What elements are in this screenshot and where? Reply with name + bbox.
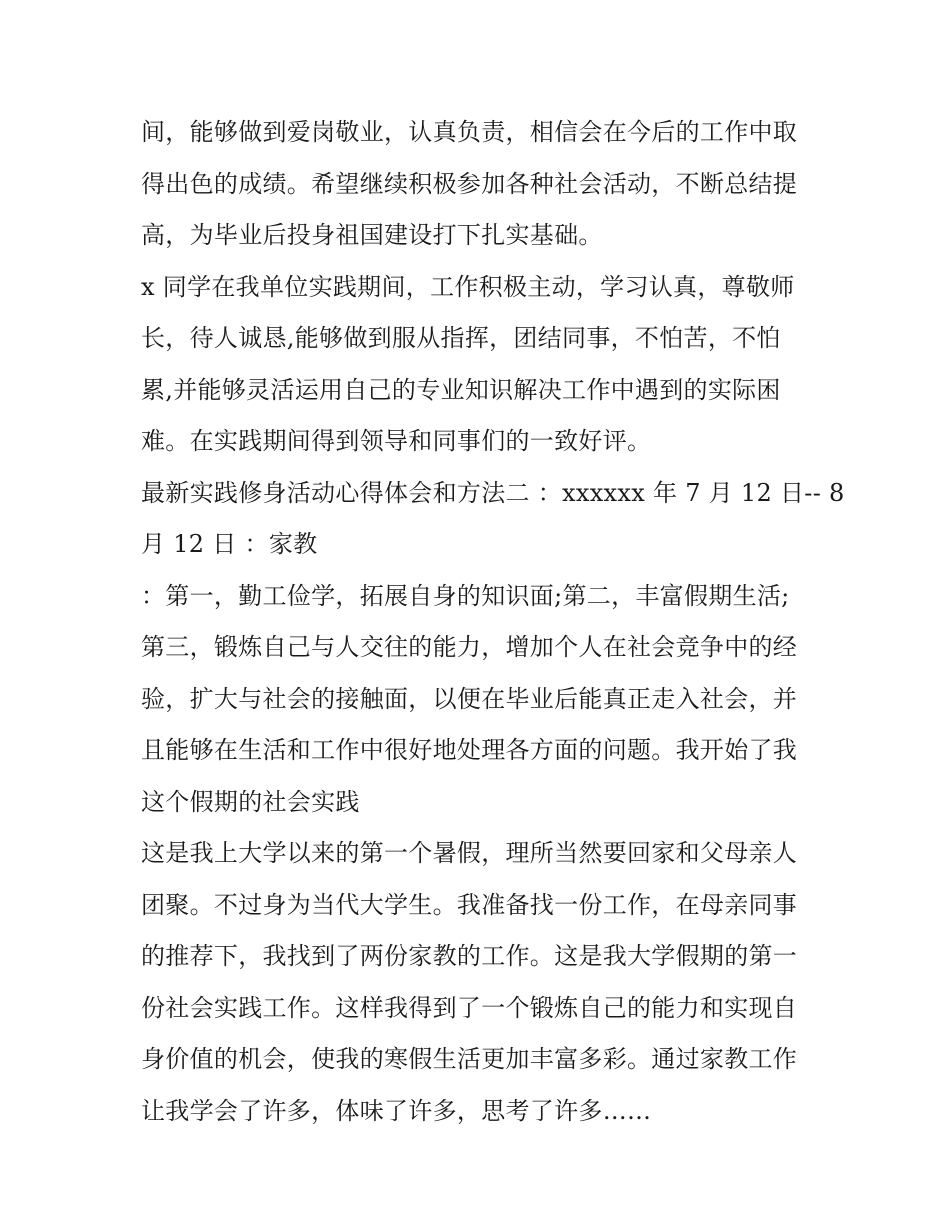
text-line: 的推荐下，我找到了两份家教的工作。这是我大学假期的第一 — [141, 942, 798, 970]
document-page — [141, 107, 845, 1137]
text-line: 这个假期的社会实践 — [141, 787, 360, 816]
text-line: 验，扩大与社会的接触面，以便在毕业后能真正走入社会，并 — [141, 684, 798, 713]
text-line: 得出色的成绩。希望继续积极参加各种社会活动，不断总结提 — [141, 169, 798, 198]
text-line: 份社会实践工作。这样我得到了一个锻炼自己的能力和实现自 — [141, 993, 798, 1022]
text-line: 第三，锻炼自己与人交往的能力，增加个人在社会竞争中的经 — [141, 633, 798, 661]
text-line: 身价值的机会，使我的寒假生活更加丰富多彩。通过家教工作 — [141, 1045, 798, 1073]
text-line: 让我学会了许多，体味了许多，思考了许多…… — [141, 1096, 652, 1125]
text-line: 这是我上大学以来的第一个暑假，理所当然要回家和父母亲人 — [141, 839, 798, 867]
text-line: 月 12 日 ：家教 — [141, 530, 318, 558]
text-line: 间，能够做到爱岗敬业，认真负责，相信会在今后的工作中取 — [141, 118, 798, 146]
text-line: 难。在实践期间得到领导和同事们的一致好评。 — [141, 427, 652, 455]
text-line: 且能够在生活和工作中很好地处理各方面的问题。我开始了我 — [141, 736, 798, 764]
text-line: 长，待人诚恳,能够做到服从指挥，团结同事，不怕苦，不怕 — [141, 324, 781, 352]
text-line: ：第一，勤工俭学，拓展自身的知识面;第二，丰富假期生活; — [141, 581, 790, 610]
text-line: 团聚。不过身为当代大学生。我准备找一份工作，在母亲同事 — [141, 890, 798, 919]
text-line: x 同学在我单位实践期间，工作积极主动，学习认真，尊敬师 — [141, 272, 795, 301]
text-line: 最新实践修身活动心得体会和方法二 ：xxxxxx 年 7 月 12 日-- 8 — [141, 478, 845, 507]
text-line: 累,并能够灵活运用自己的专业知识解决工作中遇到的实际困 — [141, 375, 781, 404]
text-line: 高，为毕业后投身祖国建设打下扎实基础。 — [141, 221, 603, 249]
